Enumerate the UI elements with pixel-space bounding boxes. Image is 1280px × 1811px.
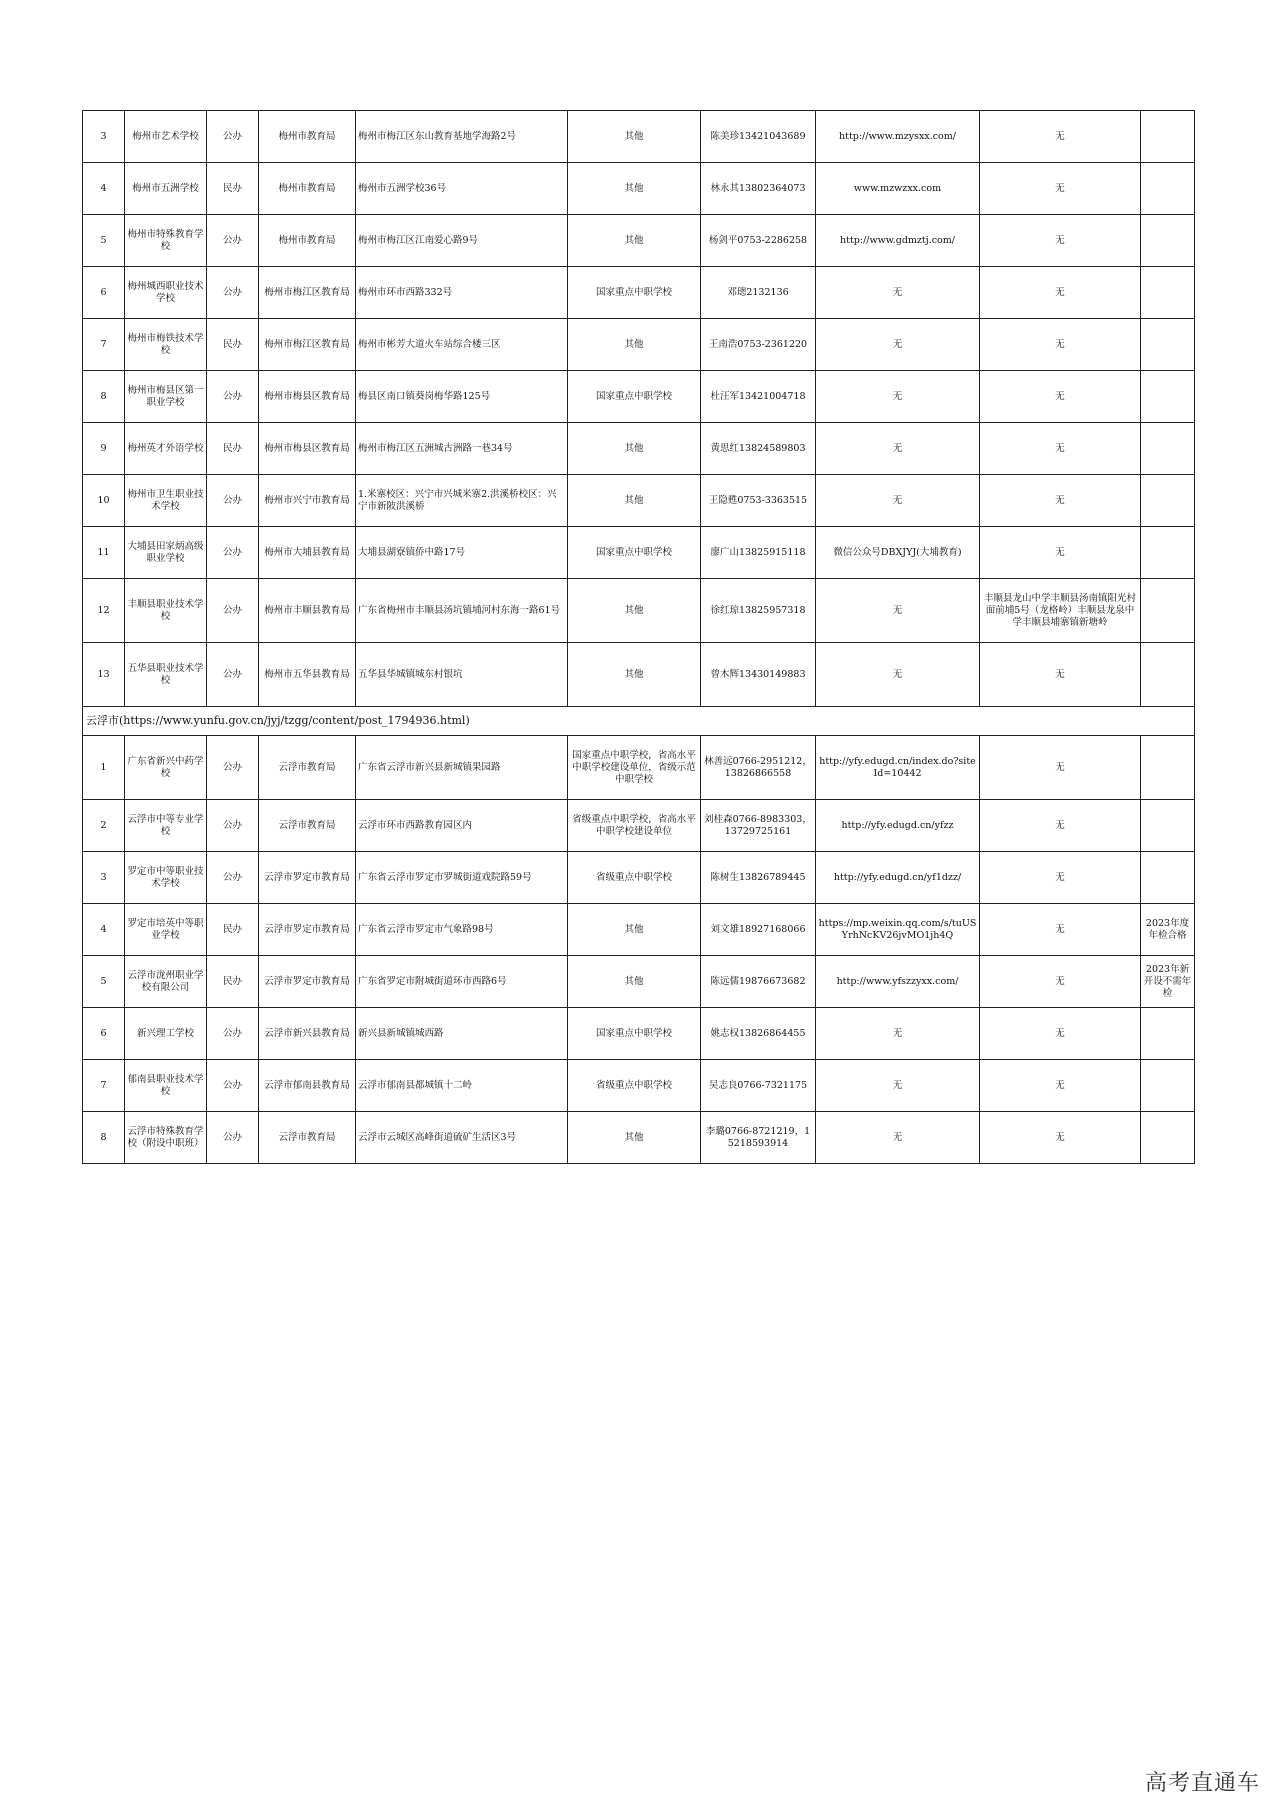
row-number-cell: 9: [83, 423, 125, 475]
note-cell: [1141, 319, 1195, 371]
school-list-table: [82, 110, 1195, 1164]
school-name-cell: 新兴理工学校: [125, 1008, 207, 1060]
address-cell: 1.米寨校区：兴宁市兴城米寨2.洪溪桥校区：兴宁市新陂洪溪桥: [356, 475, 568, 527]
school-type-cell: 公办: [207, 852, 259, 904]
school-name-cell: 云浮市特殊教育学校（附设中职班）: [125, 1112, 207, 1164]
school-type-cell: 民办: [207, 956, 259, 1008]
row-number-cell: 8: [83, 371, 125, 423]
row-number-cell: 12: [83, 579, 125, 643]
row-number-cell: 7: [83, 319, 125, 371]
school-type-cell: 民办: [207, 904, 259, 956]
table-row: [83, 319, 1195, 371]
table-row: [83, 736, 1195, 800]
contact-cell: 曾木辉13430149883: [701, 643, 816, 707]
school-level-cell: 国家重点中职学校: [568, 527, 701, 579]
contact-cell: 黄思红13824589803: [701, 423, 816, 475]
contact-cell: 邓璁2132136: [701, 267, 816, 319]
school-level-cell: 国家重点中职学校: [568, 267, 701, 319]
school-level-cell: 其他: [568, 643, 701, 707]
school-name-cell: 五华县职业技术学校: [125, 643, 207, 707]
school-name-cell: 广东省新兴中药学校: [125, 736, 207, 800]
branch-campus-cell: 无: [980, 643, 1141, 707]
address-cell: 梅州市环市西路332号: [356, 267, 568, 319]
table-row: [83, 956, 1195, 1008]
website-cell: www.mzwzxx.com: [816, 163, 980, 215]
school-type-cell: 公办: [207, 371, 259, 423]
website-cell: http://yfy.edugd.cn/yf1dzz/: [816, 852, 980, 904]
school-name-cell: 罗定市中等职业技术学校: [125, 852, 207, 904]
note-cell: [1141, 736, 1195, 800]
contact-cell: 吴志良0766-7321175: [701, 1060, 816, 1112]
note-cell: [1141, 579, 1195, 643]
branch-campus-cell: 无: [980, 215, 1141, 267]
school-level-cell: 其他: [568, 163, 701, 215]
school-name-cell: 郁南县职业技术学校: [125, 1060, 207, 1112]
contact-cell: 姚志权13826864455: [701, 1008, 816, 1060]
branch-campus-cell: 无: [980, 475, 1141, 527]
address-cell: 大埔县湖寮镇侨中路17号: [356, 527, 568, 579]
contact-cell: 李璐0766-8721219，15218593914: [701, 1112, 816, 1164]
contact-cell: 杨剑平0753-2286258: [701, 215, 816, 267]
contact-cell: 王隐甦0753-3363515: [701, 475, 816, 527]
contact-cell: 廖广山13825915118: [701, 527, 816, 579]
website-cell: 微信公众号DBXJYJ(大埔教育): [816, 527, 980, 579]
row-number-cell: 10: [83, 475, 125, 527]
table-row: [83, 163, 1195, 215]
contact-cell: 林善远0766-2951212，13826866558: [701, 736, 816, 800]
address-cell: 广东省云浮市罗定市气象路98号: [356, 904, 568, 956]
address-cell: 广东省梅州市丰顺县汤坑镇埔河村东海一路61号: [356, 579, 568, 643]
school-level-cell: 其他: [568, 215, 701, 267]
website-cell: http://yfy.edugd.cn/index.do?siteId=10442: [816, 736, 980, 800]
table-row: [83, 904, 1195, 956]
branch-campus-cell: 无: [980, 736, 1141, 800]
footer-brand-watermark: 高考直通车: [1144, 1771, 1260, 1796]
table-row: [83, 800, 1195, 852]
address-cell: 云浮市郁南县都城镇十二岭: [356, 1060, 568, 1112]
school-type-cell: 公办: [207, 800, 259, 852]
branch-campus-cell: 无: [980, 800, 1141, 852]
school-type-cell: 公办: [207, 1112, 259, 1164]
note-cell: [1141, 163, 1195, 215]
note-cell: 2023年新开设不需年检: [1141, 956, 1195, 1008]
row-number-cell: 6: [83, 1008, 125, 1060]
branch-campus-cell: 无: [980, 1060, 1141, 1112]
department-cell: 梅州市梅江区教育局: [259, 267, 356, 319]
contact-cell: 林永其13802364073: [701, 163, 816, 215]
school-name-cell: 梅州市特殊教育学校: [125, 215, 207, 267]
section-header-yunfu: 云浮市(https://www.yunfu.gov.cn/jyj/tzgg/content/post_1794936.html): [83, 707, 1195, 736]
address-cell: 云浮市云城区高峰街道硫矿生活区3号: [356, 1112, 568, 1164]
note-cell: [1141, 1060, 1195, 1112]
note-cell: [1141, 527, 1195, 579]
note-cell: [1141, 1112, 1195, 1164]
department-cell: 云浮市罗定市教育局: [259, 852, 356, 904]
department-cell: 云浮市新兴县教育局: [259, 1008, 356, 1060]
website-cell: http://www.mzysxx.com/: [816, 111, 980, 163]
row-number-cell: 7: [83, 1060, 125, 1112]
branch-campus-cell: 无: [980, 956, 1141, 1008]
school-level-cell: 其他: [568, 1112, 701, 1164]
department-cell: 梅州市教育局: [259, 111, 356, 163]
school-level-cell: 省级重点中职学校: [568, 1060, 701, 1112]
department-cell: 梅州市丰顺县教育局: [259, 579, 356, 643]
branch-campus-cell: 无: [980, 267, 1141, 319]
school-level-cell: 省级重点中职学校，省高水平中职学校建设单位: [568, 800, 701, 852]
website-cell: 无: [816, 319, 980, 371]
website-cell: 无: [816, 643, 980, 707]
school-level-cell: 其他: [568, 904, 701, 956]
table-row: [83, 1060, 1195, 1112]
address-cell: 梅州市梅江区江南爱心路9号: [356, 215, 568, 267]
department-cell: 梅州市梅江区教育局: [259, 319, 356, 371]
department-cell: 云浮市教育局: [259, 1112, 356, 1164]
school-level-cell: 省级重点中职学校: [568, 852, 701, 904]
department-cell: 云浮市罗定市教育局: [259, 904, 356, 956]
address-cell: 梅州市五洲学校36号: [356, 163, 568, 215]
school-type-cell: 公办: [207, 643, 259, 707]
table-row: [83, 267, 1195, 319]
school-type-cell: 民办: [207, 163, 259, 215]
school-level-cell: 其他: [568, 319, 701, 371]
website-cell: 无: [816, 267, 980, 319]
row-number-cell: 8: [83, 1112, 125, 1164]
department-cell: 梅州市教育局: [259, 163, 356, 215]
row-number-cell: 5: [83, 956, 125, 1008]
school-type-cell: 公办: [207, 267, 259, 319]
school-name-cell: 梅州市艺术学校: [125, 111, 207, 163]
table-row: [83, 643, 1195, 707]
school-level-cell: 其他: [568, 111, 701, 163]
note-cell: [1141, 852, 1195, 904]
department-cell: 梅州市大埔县教育局: [259, 527, 356, 579]
address-cell: 广东省云浮市新兴县新城镇果园路: [356, 736, 568, 800]
website-cell: http://www.gdmztj.com/: [816, 215, 980, 267]
contact-cell: 刘文雄18927168066: [701, 904, 816, 956]
note-cell: [1141, 215, 1195, 267]
table-row: [83, 371, 1195, 423]
note-cell: [1141, 111, 1195, 163]
department-cell: 云浮市教育局: [259, 800, 356, 852]
table-row: [83, 1008, 1195, 1060]
note-cell: [1141, 643, 1195, 707]
school-type-cell: 公办: [207, 215, 259, 267]
address-cell: 梅州市梅江区东山教育基地学海路2号: [356, 111, 568, 163]
note-cell: [1141, 371, 1195, 423]
branch-campus-cell: 无: [980, 423, 1141, 475]
branch-campus-cell: 无: [980, 527, 1141, 579]
website-cell: http://yfy.edugd.cn/yfzz: [816, 800, 980, 852]
school-type-cell: 公办: [207, 579, 259, 643]
table-row: [83, 852, 1195, 904]
school-name-cell: 梅州市梅县区第一职业学校: [125, 371, 207, 423]
website-cell: 无: [816, 1112, 980, 1164]
school-name-cell: 大埔县田家炳高级职业学校: [125, 527, 207, 579]
contact-cell: 徐红琼13825957318: [701, 579, 816, 643]
contact-cell: 王南浩0753-2361220: [701, 319, 816, 371]
school-level-cell: 国家重点中职学校: [568, 1008, 701, 1060]
address-cell: 广东省云浮市罗定市罗城街道戏院路59号: [356, 852, 568, 904]
row-number-cell: 3: [83, 852, 125, 904]
school-type-cell: 公办: [207, 1060, 259, 1112]
row-number-cell: 11: [83, 527, 125, 579]
branch-campus-cell: 无: [980, 1008, 1141, 1060]
row-number-cell: 3: [83, 111, 125, 163]
note-cell: 2023年度年检合格: [1141, 904, 1195, 956]
school-level-cell: 其他: [568, 423, 701, 475]
row-number-cell: 4: [83, 163, 125, 215]
note-cell: [1141, 475, 1195, 527]
website-cell: 无: [816, 423, 980, 475]
department-cell: 云浮市教育局: [259, 736, 356, 800]
contact-cell: 刘桂森0766-8983303，13729725161: [701, 800, 816, 852]
note-cell: [1141, 1008, 1195, 1060]
branch-campus-cell: 无: [980, 163, 1141, 215]
address-cell: 梅州市梅江区五洲城古洲路一巷34号: [356, 423, 568, 475]
school-name-cell: 云浮市中等专业学校: [125, 800, 207, 852]
school-level-cell: 其他: [568, 579, 701, 643]
address-cell: 新兴县新城镇城西路: [356, 1008, 568, 1060]
website-cell: 无: [816, 1060, 980, 1112]
note-cell: [1141, 800, 1195, 852]
branch-campus-cell: 无: [980, 904, 1141, 956]
website-cell: http://www.yfszzyxx.com/: [816, 956, 980, 1008]
row-number-cell: 6: [83, 267, 125, 319]
address-cell: 梅州市彬芳大道火车站综合楼三区: [356, 319, 568, 371]
school-type-cell: 公办: [207, 736, 259, 800]
school-name-cell: 云浮市泷州职业学校有限公司: [125, 956, 207, 1008]
contact-cell: 陈美珍13421043689: [701, 111, 816, 163]
website-cell: https://mp.weixin.qq.com/s/tuUSYrhNcKV26jvMO1jh4Q: [816, 904, 980, 956]
table-row: [83, 423, 1195, 475]
row-number-cell: 4: [83, 904, 125, 956]
row-number-cell: 1: [83, 736, 125, 800]
branch-campus-cell: 无: [980, 371, 1141, 423]
table-row: [83, 527, 1195, 579]
table-row: [83, 475, 1195, 527]
school-type-cell: 公办: [207, 527, 259, 579]
department-cell: 梅州市兴宁市教育局: [259, 475, 356, 527]
website-cell: 无: [816, 1008, 980, 1060]
website-cell: 无: [816, 579, 980, 643]
branch-campus-cell: 无: [980, 1112, 1141, 1164]
note-cell: [1141, 267, 1195, 319]
table-row: [83, 215, 1195, 267]
table-row: [83, 111, 1195, 163]
row-number-cell: 5: [83, 215, 125, 267]
website-cell: 无: [816, 475, 980, 527]
branch-campus-cell: 无: [980, 111, 1141, 163]
school-level-cell: 其他: [568, 956, 701, 1008]
table-row: [83, 579, 1195, 643]
school-level-cell: 国家重点中职学校: [568, 371, 701, 423]
branch-campus-cell: 无: [980, 852, 1141, 904]
school-type-cell: 公办: [207, 111, 259, 163]
school-name-cell: 梅州市卫生职业技术学校: [125, 475, 207, 527]
school-name-cell: 丰顺县职业技术学校: [125, 579, 207, 643]
branch-campus-cell: 丰顺县龙山中学丰顺县汤南镇阳光村面前埔5号（龙格岭）丰顺县龙泉中学丰顺县埔寨镇新塘岭: [980, 579, 1141, 643]
school-name-cell: 梅州市五洲学校: [125, 163, 207, 215]
school-name-cell: 梅州英才外语学校: [125, 423, 207, 475]
address-cell: 五华县华城镇城东村银坑: [356, 643, 568, 707]
contact-cell: 陈树生13826789445: [701, 852, 816, 904]
row-number-cell: 2: [83, 800, 125, 852]
contact-cell: 杜汪军13421004718: [701, 371, 816, 423]
school-type-cell: 公办: [207, 475, 259, 527]
school-name-cell: 罗定市培英中等职业学校: [125, 904, 207, 956]
department-cell: 云浮市罗定市教育局: [259, 956, 356, 1008]
department-cell: 云浮市郁南县教育局: [259, 1060, 356, 1112]
contact-cell: 陈远儒19876673682: [701, 956, 816, 1008]
department-cell: 梅州市教育局: [259, 215, 356, 267]
department-cell: 梅州市梅县区教育局: [259, 423, 356, 475]
department-cell: 梅州市梅县区教育局: [259, 371, 356, 423]
website-cell: 无: [816, 371, 980, 423]
school-type-cell: 公办: [207, 1008, 259, 1060]
note-cell: [1141, 423, 1195, 475]
school-type-cell: 民办: [207, 319, 259, 371]
address-cell: 梅县区南口镇葵岗梅华路125号: [356, 371, 568, 423]
section-header-row: [83, 707, 1195, 736]
department-cell: 梅州市五华县教育局: [259, 643, 356, 707]
school-type-cell: 民办: [207, 423, 259, 475]
branch-campus-cell: 无: [980, 319, 1141, 371]
table-row: [83, 1112, 1195, 1164]
school-name-cell: 梅州市梅铁技术学校: [125, 319, 207, 371]
address-cell: 广东省罗定市附城街道环市西路6号: [356, 956, 568, 1008]
school-name-cell: 梅州城西职业技术学校: [125, 267, 207, 319]
address-cell: 云浮市环市西路教育园区内: [356, 800, 568, 852]
school-level-cell: 国家重点中职学校，省高水平中职学校建设单位，省级示范中职学校: [568, 736, 701, 800]
row-number-cell: 13: [83, 643, 125, 707]
school-level-cell: 其他: [568, 475, 701, 527]
